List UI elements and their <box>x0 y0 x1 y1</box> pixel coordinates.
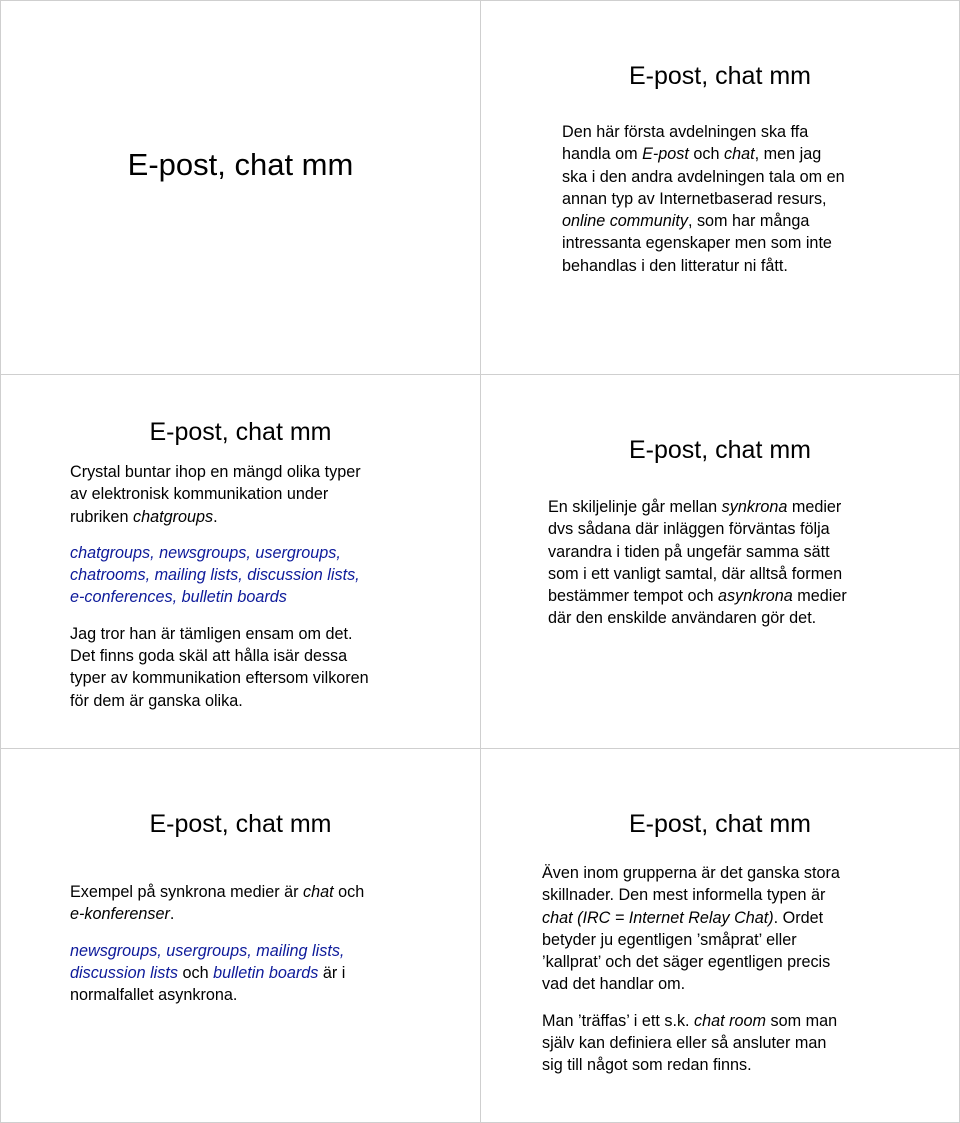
emphasis-text: asynkrona <box>718 587 793 606</box>
text-span: och <box>333 883 365 901</box>
slide-title: E-post, chat mm <box>629 436 811 464</box>
text-line: betyder ju egentligen ’småprat’ eller <box>542 930 797 949</box>
text-line: Den här första avdelningen ska ffa <box>562 123 809 141</box>
text-line: sig till något som redan finns. <box>542 1056 752 1075</box>
emphasis-text: chat <box>724 145 755 164</box>
text-span: handla om <box>562 145 643 164</box>
body-paragraph <box>562 121 922 277</box>
text-line: dvs sådana där inläggen förväntas följa <box>548 520 830 539</box>
slide-3 <box>0 374 481 749</box>
text-line: vad det handlar om. <box>542 975 686 994</box>
blue-italic-list <box>70 542 450 609</box>
slide-title: E-post, chat mm <box>149 810 332 838</box>
emphasis-text: chatgroups, newsgroups, usergroups, <box>70 543 341 562</box>
text-span: , men jag <box>754 145 822 164</box>
emphasis-text: chat room <box>694 1011 767 1030</box>
text-line: behandlas i den litteratur ni fått. <box>562 256 788 275</box>
text-span: och <box>688 145 724 164</box>
text-span: . <box>169 905 175 924</box>
slide-title: E-post, chat mm <box>127 147 354 182</box>
slide-title: E-post, chat mm <box>149 418 332 446</box>
text-line: som i ett vanligt samtal, där alltså formen <box>548 564 843 583</box>
slide-body <box>548 496 938 630</box>
text-line: intressanta egenskaper men som inte <box>562 234 832 253</box>
text-line: där den enskilde användaren gör det. <box>548 609 817 628</box>
slide-body <box>562 121 922 277</box>
slide-1 <box>0 0 481 375</box>
slide-title: E-post, chat mm <box>629 810 811 838</box>
emphasis-text: bulletin boards <box>213 963 319 982</box>
emphasis-text: E-post <box>642 145 689 164</box>
text-span: Man ’träffas’ i ett s.k. <box>542 1011 695 1030</box>
text-span: Exempel på synkrona medier är <box>70 883 304 901</box>
text-span: medier <box>792 587 847 606</box>
emphasis-text: chatrooms, mailing lists, discussion lists, <box>70 566 360 585</box>
emphasis-text: online community <box>562 212 688 231</box>
text-line: själv kan definiera eller så ansluter man <box>542 1034 827 1053</box>
body-paragraph <box>542 862 942 996</box>
slide-5 <box>0 748 481 1123</box>
text-line: ska i den andra avdelningen tala om en <box>562 167 845 186</box>
text-span: bestämmer tempot och <box>548 587 719 606</box>
text-line: ’kallprat’ och det säger egentligen precis <box>542 953 831 972</box>
text-line: Det finns goda skäl att hålla isär dessa <box>70 647 348 666</box>
emphasis-text: newsgroups, usergroups, mailing lists, <box>70 941 345 960</box>
emphasis-text: chatgroups <box>132 507 214 526</box>
text-span: medier <box>787 498 842 516</box>
text-span: , som har många <box>687 212 810 231</box>
slide-body <box>70 461 450 712</box>
emphasis-text: chat (IRC = Internet Relay Chat) <box>542 908 774 927</box>
slide-title: E-post, chat mm <box>629 62 811 90</box>
text-line: normalfallet asynkrona. <box>70 986 238 1005</box>
slide-body <box>70 881 450 1006</box>
slide-body <box>542 862 942 1077</box>
text-line: annan typ av Internetbaserad resurs, <box>562 189 827 208</box>
slide-2 <box>480 0 960 375</box>
text-line: skillnader. Den mest informella typen är <box>542 886 826 905</box>
body-paragraph <box>70 940 450 1007</box>
body-paragraph <box>70 623 450 712</box>
body-paragraph <box>548 496 938 630</box>
text-span: och <box>177 963 214 982</box>
text-line: typer av kommunikation eftersom vilkoren <box>70 669 369 688</box>
text-line: för dem är ganska olika. <box>70 691 243 710</box>
emphasis-text: discussion lists <box>70 963 178 982</box>
text-span: En skiljelinje går mellan <box>548 498 722 516</box>
emphasis-text: chat <box>303 883 334 901</box>
emphasis-text: e-conferences, bulletin boards <box>70 588 287 607</box>
slide-4 <box>480 374 960 749</box>
text-span: är i <box>318 963 346 982</box>
text-span: som man <box>766 1011 838 1030</box>
text-line: varandra i tiden på ungefär samma sätt <box>548 542 830 561</box>
text-line: av elektronisk kommunikation under <box>70 485 329 504</box>
text-span: . <box>213 507 218 526</box>
text-line: Även inom grupperna är det ganska stora <box>542 864 840 882</box>
emphasis-text: e-konferenser <box>70 905 170 924</box>
emphasis-text: synkrona <box>721 498 788 516</box>
text-line: Jag tror han är tämligen ensam om det. <box>70 624 353 643</box>
body-paragraph <box>70 461 450 528</box>
slide-6 <box>480 748 960 1123</box>
text-span: . Ordet <box>773 908 824 927</box>
text-line: Crystal buntar ihop en mängd olika typer <box>70 463 361 481</box>
text-span: rubriken <box>70 507 133 526</box>
body-paragraph <box>70 881 450 926</box>
body-paragraph <box>542 1010 942 1077</box>
